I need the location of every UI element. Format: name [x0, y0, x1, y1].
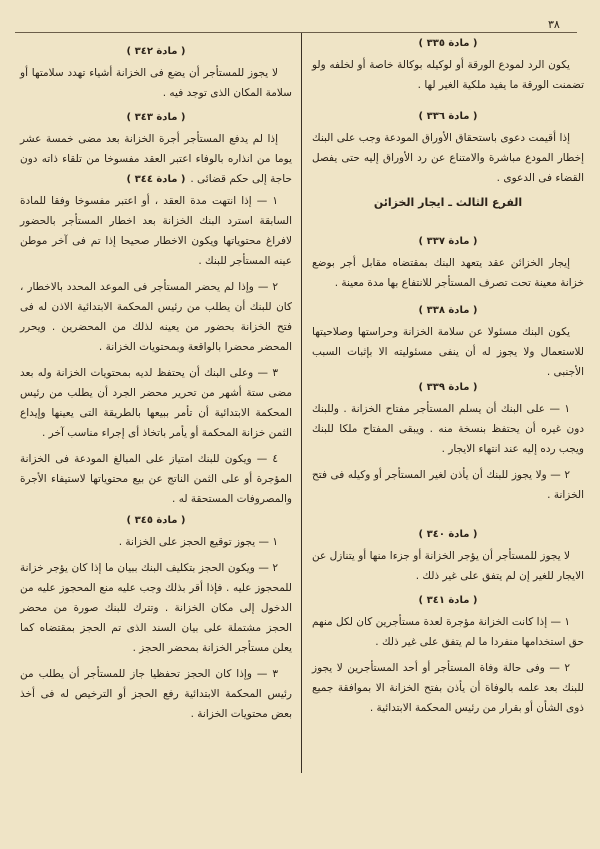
- article-title: ( مادة ٣٣٥ ): [418, 38, 478, 49]
- article-paragraph: يكون البنك مسئولا عن سلامة الخزانة وحراستها وصلاحيتها للاستعمال ولا يجوز له أن ينفى مسئوليته الا بإثبات السبب الأجنبى .: [312, 326, 584, 378]
- article-paragraph: يكون الرد لمودع الورقة أو لوكيله بوكالة خاصة أو لخلفه ولو تضمنت الورقة ما يفيد ملكية الغير لها .: [312, 59, 584, 91]
- article-title: ( مادة ٣٤٥ ): [126, 515, 186, 526]
- article-335: [312, 38, 584, 101]
- article-title: ( مادة ٣٣٧ ): [418, 236, 478, 247]
- article-341: [312, 595, 584, 724]
- section-heading: الفرع الثالث ـ ايجار الخزائن: [373, 196, 523, 209]
- article-340: [312, 529, 584, 592]
- article-title: ( مادة ٣٤٠ ): [418, 529, 478, 540]
- page-number: ٣٨: [548, 18, 560, 31]
- article-title: ( مادة ٣٤٣ ): [126, 112, 186, 123]
- article-title: ( مادة ٣٣٨ ): [418, 305, 478, 316]
- article-paragraph: ٣ — وعلى البنك أن يحتفظ لديه بمحتويات الخزانة وله بعد مضى ستة أشهر من تحرير محضر الجرد أن يطلب من رئيس المحكمة الابتدائية أن تأمر ببيعها بالطريقة التى يعينها وإيداع الثمن خزانة المحكمة أو يأمر باتخاذ أى إجراء مناسب آخر .: [20, 367, 292, 439]
- header-rule: [15, 32, 577, 33]
- article-title: ( مادة ٣٣٩ ): [418, 382, 478, 393]
- article-paragraph: إذا أقيمت دعوى باستحقاق الأوراق المودعة وجب على البنك إخطار المودع مباشرة والامتناع عن رد الأوراق إليه حتى يفصل القضاء فى الدعوى .: [312, 132, 584, 184]
- article-paragraph: ٣ — وإذا كان الحجز تحفظيا جاز للمستأجر أن يطلب من رئيس المحكمة الابتدائية رفع الحجز أو الترخيص له فى أخذ بعض محتويات الخزانة .: [20, 668, 292, 720]
- article-338: [312, 305, 584, 388]
- article-paragraph: لا يجوز للمستأجر أن يؤجر الخزانة أو جزءا منها أو يتنازل عن الايجار للغير إن لم يتفق على غير ذلك .: [312, 550, 584, 582]
- article-title: ( مادة ٣٤٤ ): [126, 174, 186, 185]
- article-title: ( مادة ٣٤٢ ): [126, 46, 186, 57]
- article-paragraph: لا يجوز للمستأجر أن يضع فى الخزانة أشياء تهدد سلامتها أو سلامة المكان الذى توجد فيه .: [20, 67, 292, 99]
- article-paragraph: ١ — إذا كانت الخزانة مؤجرة لعدة مستأجرين كان لكل منهم حق استخدامها منفردا ما لم يتفق على غير ذلك .: [312, 616, 584, 648]
- article-paragraph: ٢ — وفى حالة وفاة المستأجر أو أحد المستأجرين لا يجوز للبنك بعد علمه بالوفاة أن يأذن بفتح الخزانة الا بموافقة جميع ذوى الشأن أو بقرار من رئيس المحكمة الابتدائية .: [312, 662, 584, 714]
- article-339: [312, 382, 584, 511]
- article-336: [312, 111, 584, 194]
- article-paragraph: ١ — يجوز توقيع الحجز على الخزانة .: [118, 536, 278, 548]
- article-342: [20, 46, 292, 109]
- article-paragraph: ٢ — ولا يجوز للبنك أن يأذن لغير المستأجر أو وكيله فى فتح الخزانة .: [312, 469, 584, 501]
- article-344: [20, 174, 292, 515]
- article-title: ( مادة ٣٣٦ ): [418, 111, 478, 122]
- article-paragraph: إيجار الخزائن عقد يتعهد البنك بمقتضاه مقابل أجر بوضع خزانة معينة تحت تصرف المستأجر للانتفاع بها مدة معينة .: [312, 257, 584, 289]
- article-337: [312, 236, 584, 299]
- column-divider: [301, 33, 302, 773]
- article-title: ( مادة ٣٤١ ): [418, 595, 478, 606]
- article-paragraph: ٢ — ويكون الحجز بتكليف البنك ببيان ما إذا كان يؤجر خزانة للمحجوز عليه . فإذا أقر بذلك وجب عليه منع المحجوز عليه من الدخول إلى مكان الخزانة . وتترك للبنك صورة من محضر الحجز مشتملة على بيان السند الذى تم الحجز بمقتضاه كما يعلن مستأجر الخزانة بمحضر الحجز .: [20, 562, 292, 654]
- article-paragraph: ١ — على البنك أن يسلم المستأجر مفتاح الخزانة . وللبنك دون غيره أن يحتفظ بنسخة منه . ويبقى المفتاح ملكا للبنك ويجب رده إليه عند انتهاء الايجار .: [312, 403, 584, 455]
- article-345: [20, 515, 292, 730]
- article-paragraph: ٤ — ويكون للبنك امتياز على المبالغ المودعة فى الخزانة المؤجرة أو على الثمن الناتج عن بيع محتوياتها لاستيفاء الأجرة والمصروفات المستحقة له .: [20, 453, 292, 505]
- article-paragraph: ١ — إذا انتهت مدة العقد ، أو اعتبر مفسوخا وفقا للمادة السابقة استرد البنك الخزانة بعد اخطار المستأجر بالحضور لافراغ محتوياتها ويكون الاخطار صحيحا إذا تم فى آخر موطن عينه المستأجر للبنك .: [20, 195, 292, 267]
- article-paragraph: ٢ — وإذا لم يحضر المستأجر فى الموعد المحدد بالاخطار ، كان للبنك أن يطلب من رئيس المحكمة الابتدائية الاذن له فى فتح الخزانة بحضور من يعينه لذلك من المحضرين . ويحرر المحضر محضرا بالواقعة وبمحتويات الخزانة .: [20, 281, 292, 353]
- article-paragraph: إذا لم يدفع المستأجر أجرة الخزانة بعد مضى خمسة عشر يوما من انذاره بالوفاء اعتبر العقد مفسوخا من تلقاء ذاته دون حاجة إلى حكم قضائى .: [20, 133, 292, 185]
